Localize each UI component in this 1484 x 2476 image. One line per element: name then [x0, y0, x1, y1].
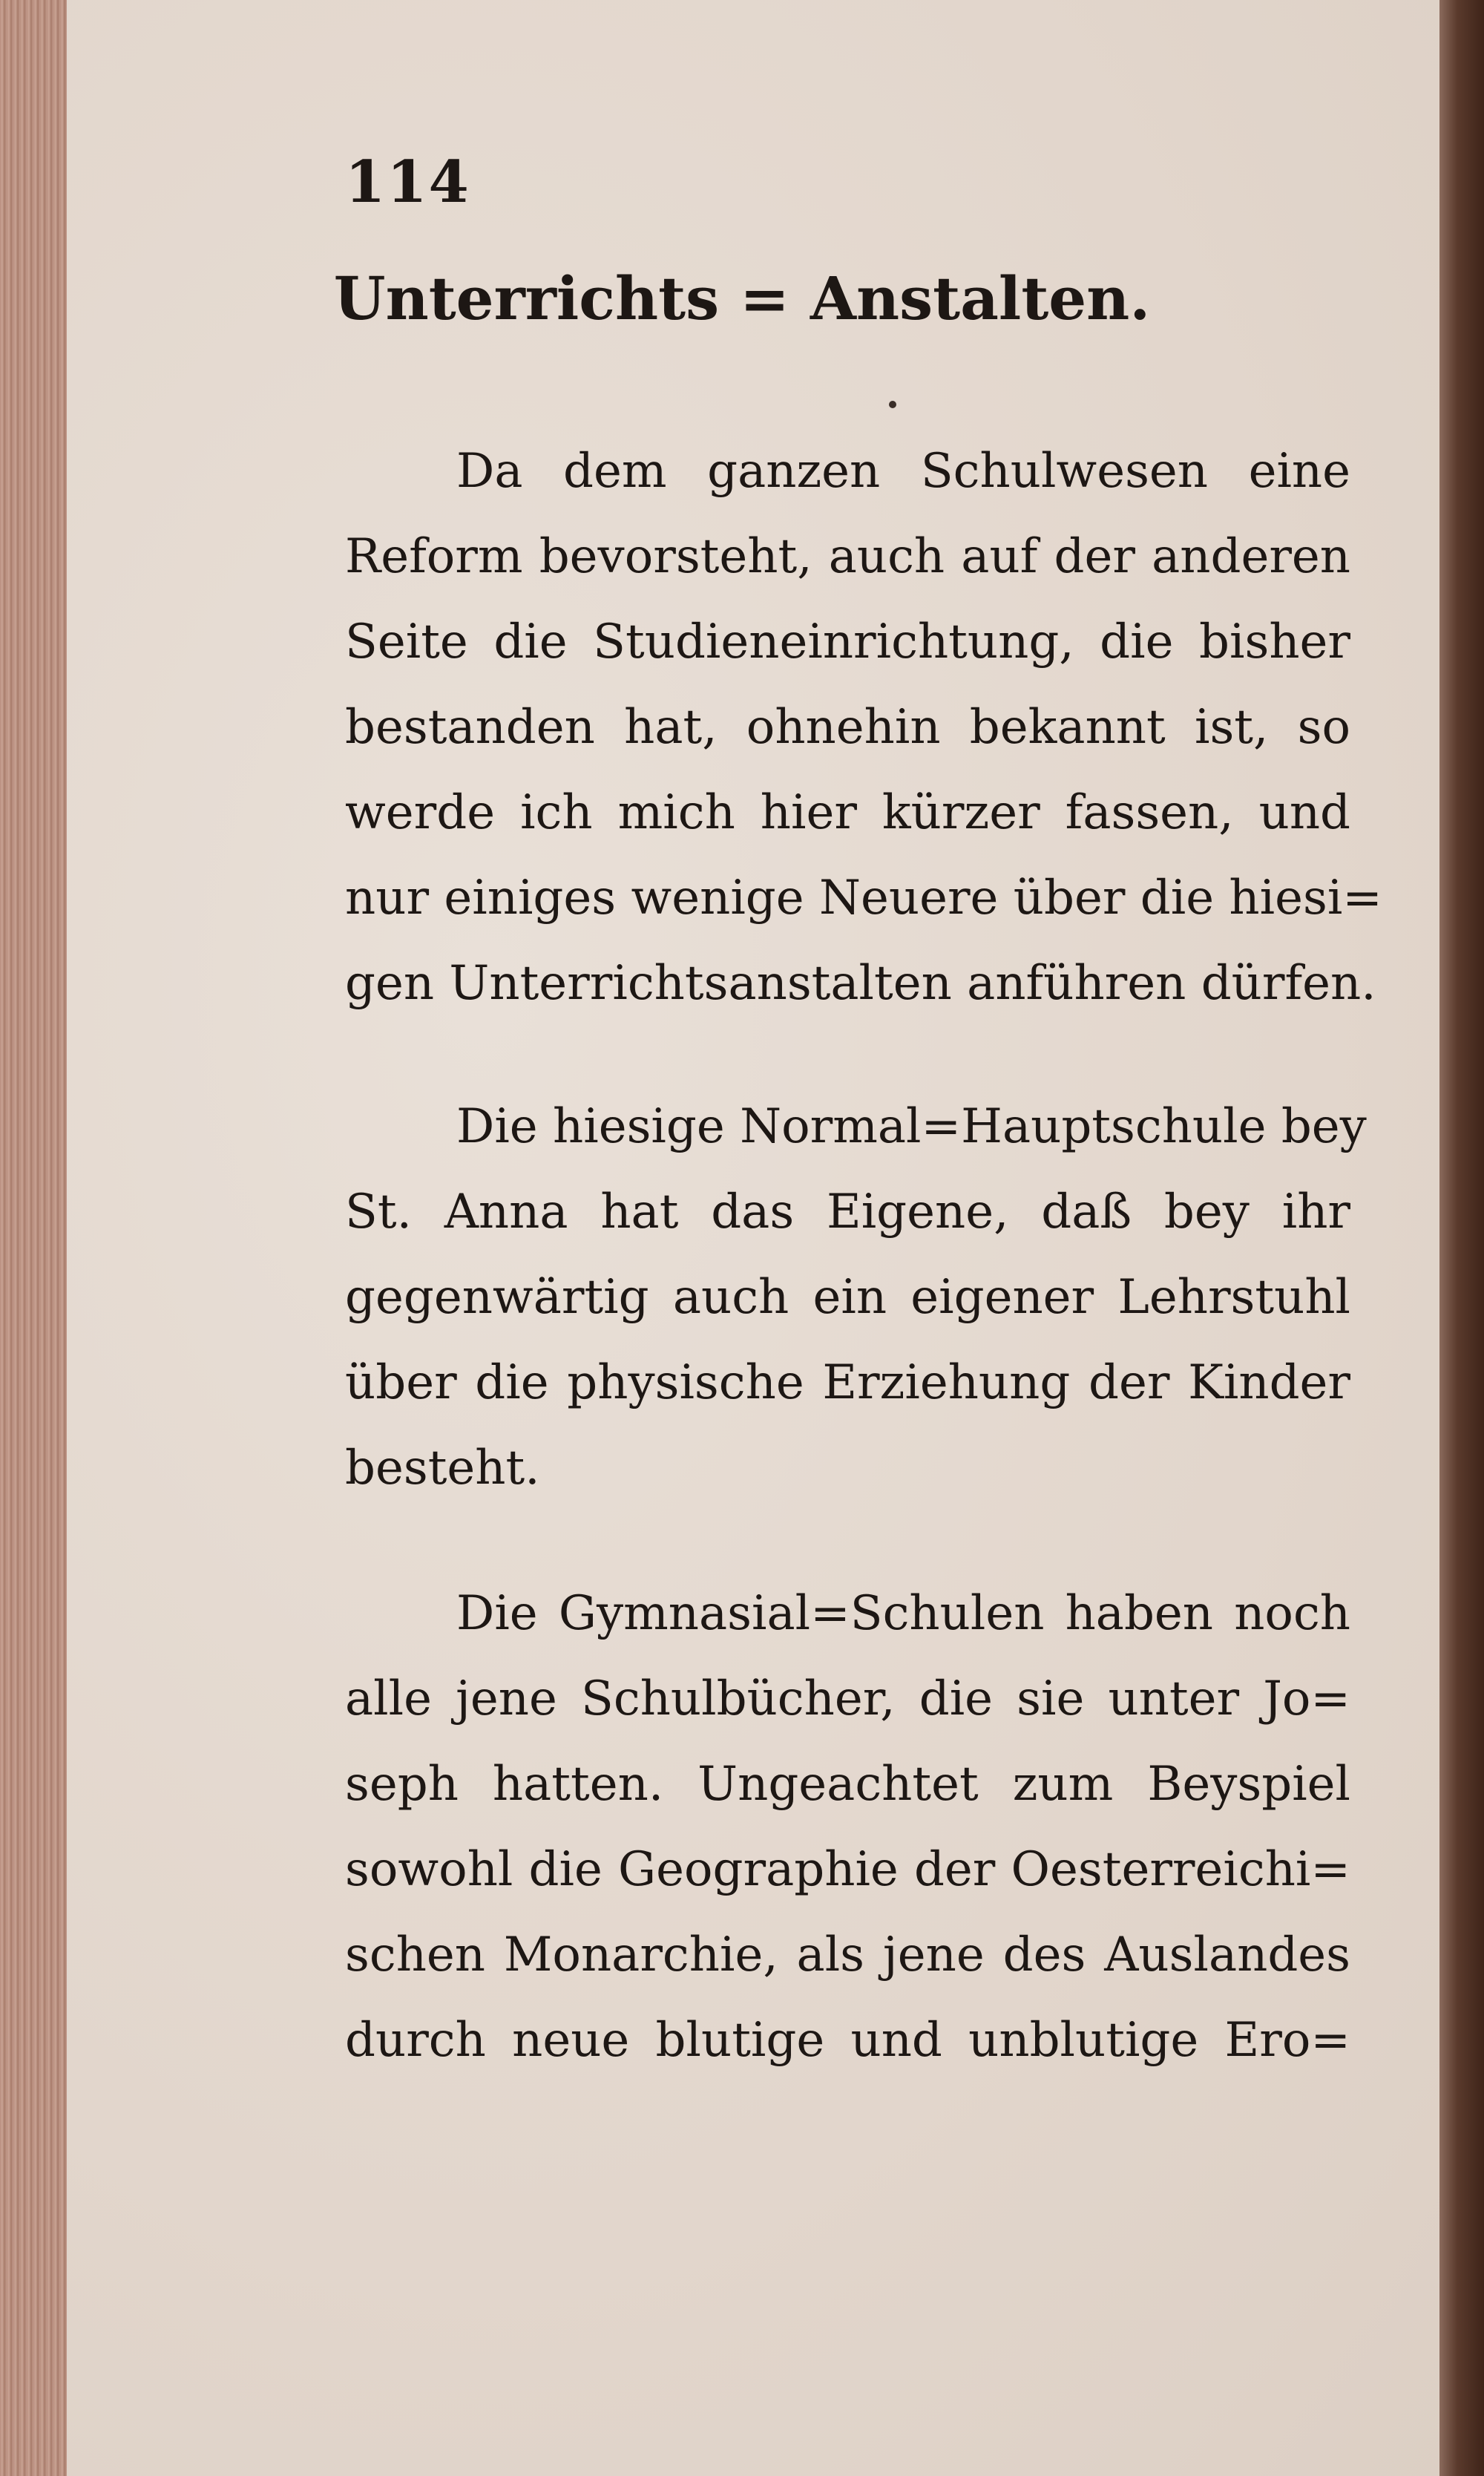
page-number: 114	[345, 148, 470, 216]
text-line: sowohl die Geographie der Oesterreichi=	[345, 1842, 1350, 1897]
text-line: durch neue blutige und unblutige Ero=	[345, 2013, 1350, 2068]
ink-dot	[889, 401, 896, 408]
text-line: alle jene Schulbücher, die sie unter Jo=	[345, 1671, 1350, 1726]
book-spine-right-edge	[1439, 0, 1484, 2476]
text-line: Reform bevorsteht, auch auf der anderen	[345, 529, 1350, 584]
page-stack-left-edge	[0, 0, 70, 2476]
text-line: nur einiges wenige Neuere über die hiesi=	[345, 871, 1382, 926]
text-line: St. Anna hat das Eigene, daß bey ihr	[345, 1185, 1350, 1239]
section-heading: Unterrichts = Anstalten.	[333, 263, 1151, 333]
text-line: besteht.	[345, 1441, 540, 1496]
text-line: gen Unterrichtsanstalten anführen dürfen.	[345, 956, 1376, 1011]
text-line: gegenwärtig auch ein eigener Lehrstuhl	[345, 1270, 1350, 1325]
paragraph-2	[345, 1084, 1367, 1511]
text-line: werde ich mich hier kürzer fassen, und	[345, 785, 1350, 840]
text-line: seph hatten. Ungeachtet zum Beyspiel	[345, 1757, 1350, 1812]
text-line: Seite die Studieneinrichtung, die bisher	[345, 615, 1350, 669]
text-line: über die physische Erziehung der Kinder	[345, 1355, 1350, 1410]
text-line: schen Monarchie, als jene des Auslandes	[345, 1928, 1350, 1982]
paragraph-1	[345, 429, 1382, 1026]
text-line: bestanden hat, ohnehin bekannt ist, so	[345, 700, 1350, 755]
text-line: Da dem ganzen Schulwesen eine	[456, 444, 1350, 499]
text-line: Die Gymnasial=Schulen haben noch	[456, 1586, 1350, 1641]
text-line: Die hiesige Normal=Hauptschule bey	[456, 1099, 1367, 1154]
paragraph-3	[345, 1571, 1350, 2083]
